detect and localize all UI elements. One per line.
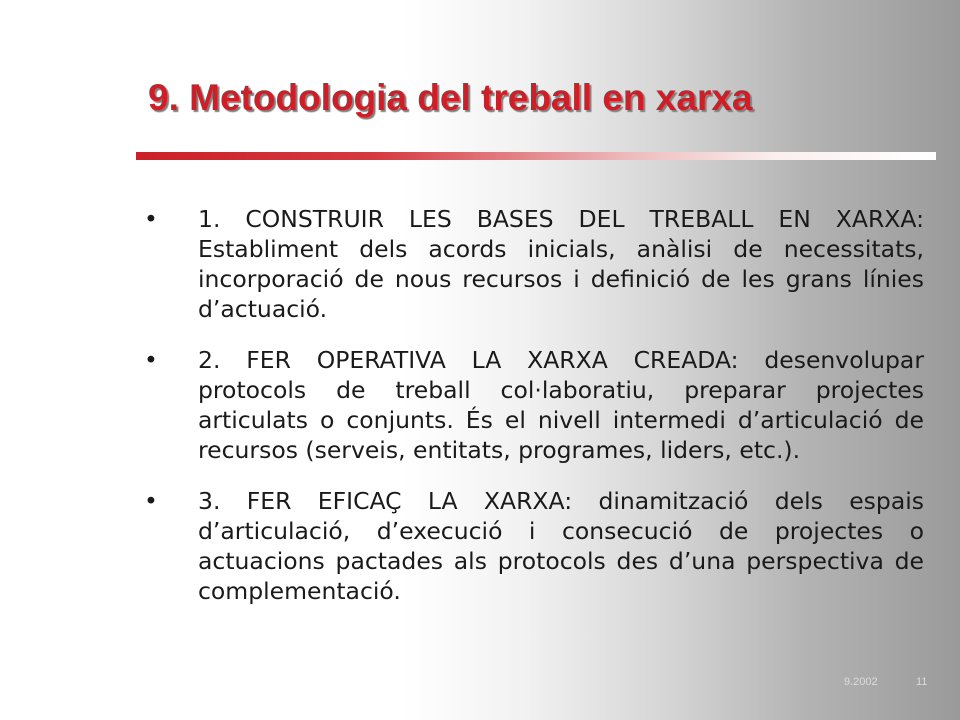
bullet-list — [138, 204, 924, 627]
bullet-marker-2: • — [144, 346, 158, 374]
bullet-item-2 — [138, 345, 924, 465]
bullet-text-2: 2. FER OPERATIVA LA XARXA CREADA: desenvolupar protocols de treball col·laboratiu, preparar projectes articulats o conjunts. És el nivell intermedi d’articulació de recursos (serveis, entitats, programes, liders, etc.). — [198, 346, 924, 464]
footer-date: 9.2002 — [844, 676, 878, 688]
bullet-text-3: 3. FER EFICAÇ LA XARXA: dinamització dels espais d’articulació, d’execució i consecució de projectes o actuacions pactades als protocols des d’una perspectiva de complementació. — [198, 487, 924, 605]
bullet-item-1 — [138, 204, 924, 324]
slide-title: 9. Metodologia del treball en xarxa — [148, 77, 753, 118]
footer-page-number: 11 — [916, 676, 928, 688]
bullet-text-1: 1. CONSTRUIR LES BASES DEL TREBALL EN XARXA: Establiment dels acords inicials, anàlisi de necessitats, incorporació de nous recursos i definició de les grans línies d’actuació. — [198, 205, 924, 323]
bullet-marker-1: • — [144, 205, 158, 233]
bullet-marker-3: • — [144, 487, 158, 515]
bullet-item-3 — [138, 486, 924, 606]
title-underline — [136, 152, 936, 160]
